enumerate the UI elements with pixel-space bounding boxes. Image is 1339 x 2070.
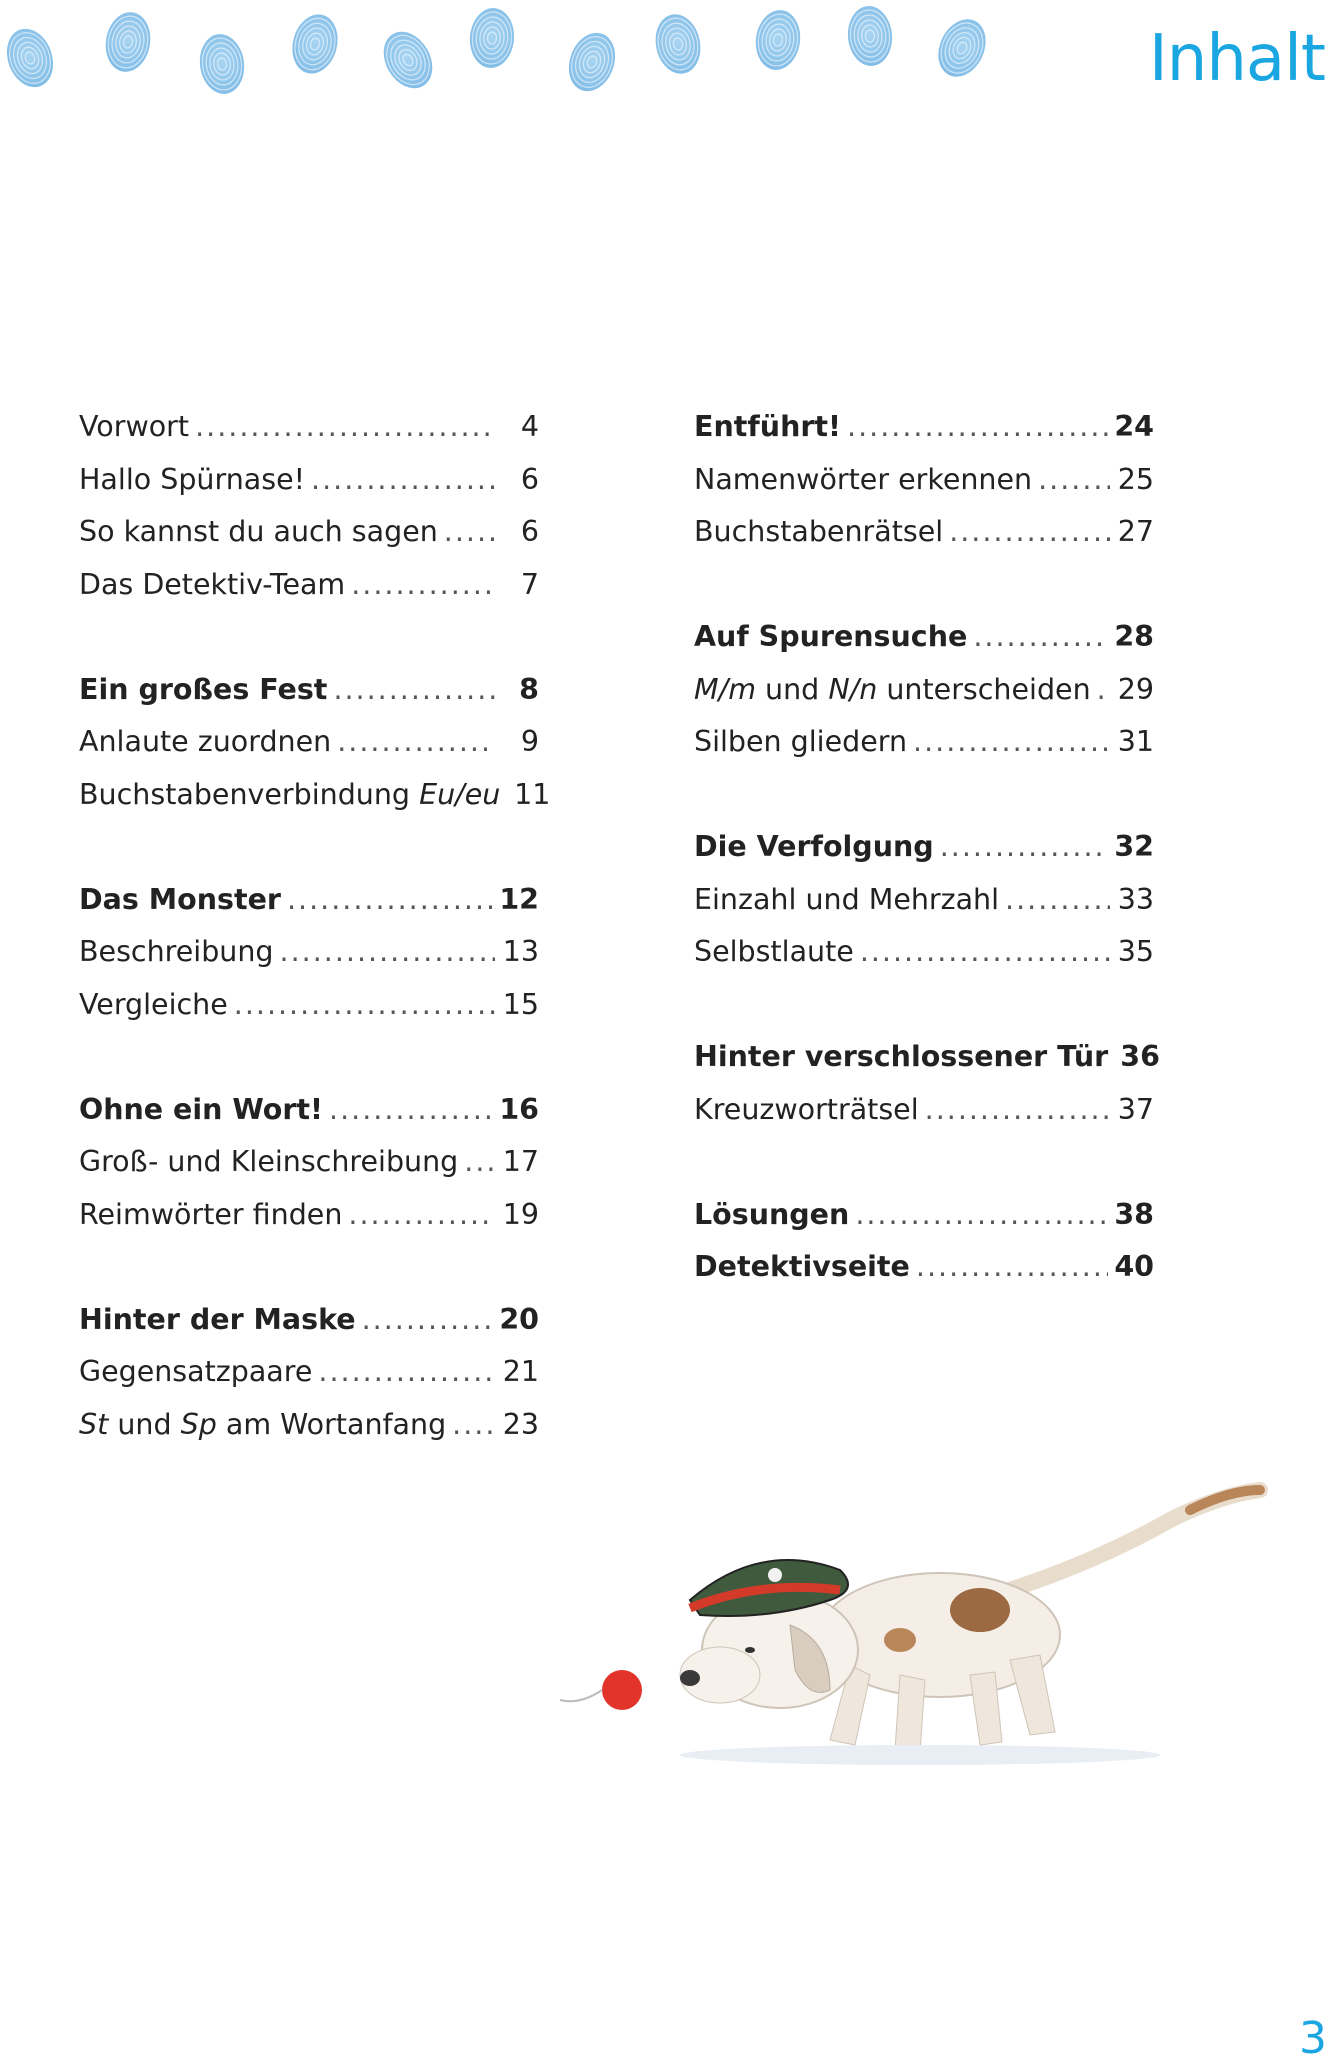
toc-chapter-entry	[694, 1031, 1160, 1084]
toc-page-number: 24	[1114, 410, 1154, 443]
toc-entry-label	[694, 664, 1091, 717]
toc-leader-dots	[940, 821, 1109, 874]
toc-spacer	[694, 559, 1154, 612]
toc-page-number: 15	[502, 987, 539, 1021]
dog-nose	[680, 1670, 700, 1686]
toc-page-number: 36	[1120, 1040, 1160, 1073]
toc-entry-label-part: Vergleiche	[79, 987, 228, 1021]
toc-leader-dots	[452, 1399, 495, 1452]
toc-page-number: 32	[1114, 830, 1154, 863]
toc-leader-dots	[348, 1189, 495, 1242]
toc-entry-label	[79, 506, 438, 559]
toc-entry-label	[79, 926, 274, 979]
toc-entry-label	[694, 716, 907, 769]
toc-leader-dots	[847, 401, 1108, 454]
toc-leader-dots	[860, 926, 1110, 979]
toc-entry-label-part: Beschreibung	[79, 935, 274, 968]
toc-leader-dots	[1005, 874, 1110, 927]
toc-leader-dots	[333, 664, 495, 717]
toc-leader-dots	[913, 716, 1110, 769]
toc-entry-label-part: unterscheiden	[877, 672, 1091, 706]
toc-entry-label	[79, 1346, 312, 1399]
toc-entry-label	[694, 611, 967, 664]
dog-leg	[1010, 1655, 1055, 1735]
toc-page-number: 4	[520, 410, 539, 443]
toc-leader-dots	[280, 926, 495, 979]
toc-entry-label-part: Ohne ein Wort!	[79, 1092, 324, 1126]
fingerprint-row	[0, 0, 1000, 110]
toc-right-column	[694, 401, 1160, 1294]
toc-entry-label-part: Eu/eu	[419, 777, 501, 811]
toc-leader-dots	[351, 559, 495, 612]
toc-entry	[79, 454, 539, 507]
toc-chapter-entry	[694, 1241, 1154, 1294]
toc-chapter-entry	[694, 611, 1154, 664]
toc-leader-dots	[464, 1136, 495, 1189]
toc-page-number: 19	[502, 1197, 539, 1231]
dog-eye	[745, 1647, 755, 1653]
toc-leader-dots	[1038, 454, 1110, 507]
toc-leader-dots	[337, 716, 495, 769]
toc-leader-dots	[329, 1084, 493, 1137]
dog-tail	[1010, 1490, 1260, 1590]
toc-entry-label-part: So kannst du auch sagen	[79, 515, 438, 548]
fingerprint-icon	[0, 22, 61, 93]
toc-entry-label-part: Lösungen	[694, 1197, 850, 1231]
toc-page-number: 35	[1117, 935, 1154, 968]
toc-leader-dots	[855, 1189, 1108, 1242]
fingerprint-icon	[561, 26, 623, 97]
dog-tail-tip	[1190, 1490, 1260, 1510]
toc-entry-label	[694, 1241, 910, 1294]
toc-leader-dots	[1097, 664, 1110, 717]
toc-entry-label-part: Silben gliedern	[694, 725, 908, 758]
dog-spot	[950, 1588, 1010, 1632]
toc-entry-label-part: Buchstabenrätsel	[694, 515, 944, 548]
toc-entry	[79, 1399, 539, 1452]
dog-spot	[884, 1628, 916, 1652]
ball	[602, 1670, 642, 1710]
toc-entry-label-part: und	[755, 672, 829, 706]
fingerprint-icon	[845, 4, 894, 68]
toc-spacer	[694, 979, 1154, 1032]
fingerprint-icon	[196, 31, 248, 97]
toc-chapter-entry	[694, 1189, 1154, 1242]
fingerprint-icon	[929, 12, 994, 85]
toc-entry-label	[79, 559, 345, 612]
toc-spacer	[694, 769, 1154, 822]
toc-page-number: 20	[499, 1302, 539, 1336]
toc-leader-dots	[195, 401, 495, 454]
toc-page-number: 29	[1117, 672, 1154, 706]
toc-entry-label-part: Reimwörter finden	[79, 1197, 343, 1231]
toc-page-number: 28	[1114, 620, 1154, 653]
toc-leader-dots	[925, 1084, 1110, 1137]
toc-entry-label-part: N/n	[828, 672, 878, 706]
toc-entry-label-part: St	[79, 1407, 109, 1441]
toc-entry-label	[79, 1136, 458, 1189]
toc-page-number: 25	[1117, 462, 1154, 496]
toc-page-number: 6	[520, 462, 539, 496]
toc-entry	[694, 454, 1154, 507]
toc-entry-label	[79, 1294, 356, 1347]
toc-entry-label-part: Hallo Spürnase!	[79, 462, 306, 496]
toc-entry	[694, 926, 1154, 979]
toc-entry	[79, 1189, 539, 1242]
toc-entry-label	[79, 401, 189, 454]
toc-page-number: 17	[502, 1145, 539, 1178]
toc-entry	[79, 559, 539, 612]
toc-page-number: 40	[1114, 1250, 1154, 1283]
toc-entry-label-part: Das Detektiv-Team	[79, 567, 346, 601]
toc-entry-label	[79, 454, 305, 507]
toc-entry-label	[694, 926, 854, 979]
toc-entry-label	[694, 454, 1032, 507]
toc-entry-label-part: Entführt!	[694, 410, 842, 443]
toc-page-number: 27	[1117, 515, 1154, 548]
toc-spacer	[79, 1241, 539, 1294]
toc-page-number: 21	[502, 1355, 539, 1388]
ball-string	[560, 1690, 602, 1701]
skull-icon	[768, 1568, 782, 1582]
toc-entry-label-part: Vorwort	[79, 410, 190, 443]
toc-entry	[79, 1136, 539, 1189]
toc-left-column	[79, 401, 551, 1451]
toc-entry-label	[694, 506, 943, 559]
toc-entry-label	[694, 1189, 849, 1242]
toc-entry-label-part: Hinter der Maske	[79, 1302, 356, 1336]
toc-chapter-entry	[694, 821, 1154, 874]
toc-page-number: 33	[1117, 882, 1154, 916]
toc-entry	[694, 874, 1154, 927]
toc-entry-label-part: Groß- und Kleinschreibung	[79, 1145, 459, 1178]
toc-entry-label-part: Namenwörter erkennen	[694, 462, 1033, 496]
toc-entry	[79, 401, 539, 454]
toc-entry-label-part: Die Verfolgung	[694, 830, 934, 863]
toc-entry-label	[79, 1189, 342, 1242]
toc-entry	[79, 926, 539, 979]
toc-entry-label	[694, 401, 841, 454]
fingerprint-icon	[467, 6, 516, 70]
toc-page-number: 9	[520, 725, 539, 758]
toc-page-number: 12	[499, 882, 539, 916]
toc-entry-label-part: Gegensatzpaare	[79, 1355, 313, 1388]
toc-entry	[694, 1084, 1154, 1137]
dog-leg	[895, 1675, 925, 1752]
fingerprint-icon	[650, 10, 706, 78]
toc-entry-label-part: Kreuzworträtsel	[694, 1092, 919, 1126]
toc-entry-label-part: Ein großes Fest	[79, 672, 328, 706]
toc-entry	[79, 1346, 539, 1399]
toc-leader-dots	[916, 1241, 1108, 1294]
toc-leader-dots	[234, 979, 495, 1032]
toc-page-number: 8	[519, 672, 539, 706]
shadow	[680, 1745, 1160, 1765]
toc-entry	[694, 664, 1154, 717]
toc-entry-label	[79, 979, 228, 1032]
toc-entry-label	[79, 769, 500, 822]
toc-leader-dots	[362, 1294, 494, 1347]
toc-entry-label-part: Hinter verschlossener Tür	[694, 1040, 1109, 1073]
toc-entry-label	[79, 1399, 446, 1452]
dog-pirate-hat-illustration	[540, 1450, 1300, 1830]
toc-leader-dots	[444, 506, 495, 559]
toc-entry-label	[79, 1084, 323, 1137]
toc-page-number: 11	[514, 777, 551, 811]
toc-page-number: 16	[499, 1092, 539, 1126]
toc-spacer	[79, 611, 539, 664]
toc-leader-dots	[311, 454, 495, 507]
toc-entry-label-part: Auf Spurensuche	[694, 620, 968, 653]
toc-leader-dots	[973, 611, 1108, 664]
toc-page-number: 13	[502, 935, 539, 968]
toc-entry-label-part: Sp	[180, 1407, 217, 1441]
toc-entry-label-part: Selbstlaute	[694, 935, 854, 968]
toc-spacer	[79, 821, 539, 874]
toc-entry	[694, 716, 1154, 769]
toc-page-number: 6	[520, 515, 539, 548]
fingerprint-icon	[752, 7, 804, 73]
toc-entry-label-part: Einzahl und Mehrzahl	[694, 882, 1000, 916]
toc-leader-dots	[949, 506, 1110, 559]
toc-chapter-entry	[79, 1084, 539, 1137]
toc-leader-dots	[318, 1346, 495, 1399]
toc-chapter-entry	[79, 664, 539, 717]
toc-chapter-entry	[694, 401, 1154, 454]
toc-entry	[694, 506, 1154, 559]
toc-entry-label-part: Detektivseite	[694, 1250, 910, 1283]
toc-page-number: 23	[502, 1407, 539, 1441]
toc-page-number: 7	[520, 567, 539, 601]
toc-entry-label	[694, 1031, 1108, 1084]
toc-page-number: 37	[1117, 1092, 1154, 1126]
toc-leader-dots	[287, 874, 493, 927]
toc-entry-label-part: M/m	[694, 672, 756, 706]
toc-entry-label	[694, 874, 999, 927]
toc-spacer	[79, 1031, 539, 1084]
toc-entry-label-part: am Wortanfang	[216, 1407, 447, 1441]
toc-chapter-entry	[79, 1294, 539, 1347]
toc-chapter-entry	[79, 874, 539, 927]
page-title: Inhalt	[1148, 22, 1325, 96]
toc-page-number: 38	[1114, 1197, 1154, 1231]
toc-page-number: 31	[1117, 725, 1154, 758]
toc-entry	[79, 769, 551, 822]
toc-entry-label-part: Buchstabenverbindung	[79, 777, 420, 811]
fingerprint-icon	[374, 23, 442, 97]
toc-entry-label-part: Anlaute zuordnen	[79, 725, 332, 758]
fingerprint-icon	[286, 9, 344, 78]
toc-entry-label-part: und	[108, 1407, 181, 1441]
toc-entry-label	[694, 821, 934, 874]
page-number: 3	[1299, 2013, 1327, 2064]
toc-entry-label	[79, 664, 327, 717]
toc-entry	[79, 716, 539, 769]
toc-entry	[79, 506, 539, 559]
toc-entry-label-part: Das Monster	[79, 882, 281, 916]
toc-entry-label	[79, 716, 331, 769]
toc-entry	[79, 979, 539, 1032]
toc-entry-label	[79, 874, 281, 927]
toc-entry-label	[694, 1084, 919, 1137]
fingerprint-icon	[101, 9, 155, 76]
toc-spacer	[694, 1136, 1154, 1189]
